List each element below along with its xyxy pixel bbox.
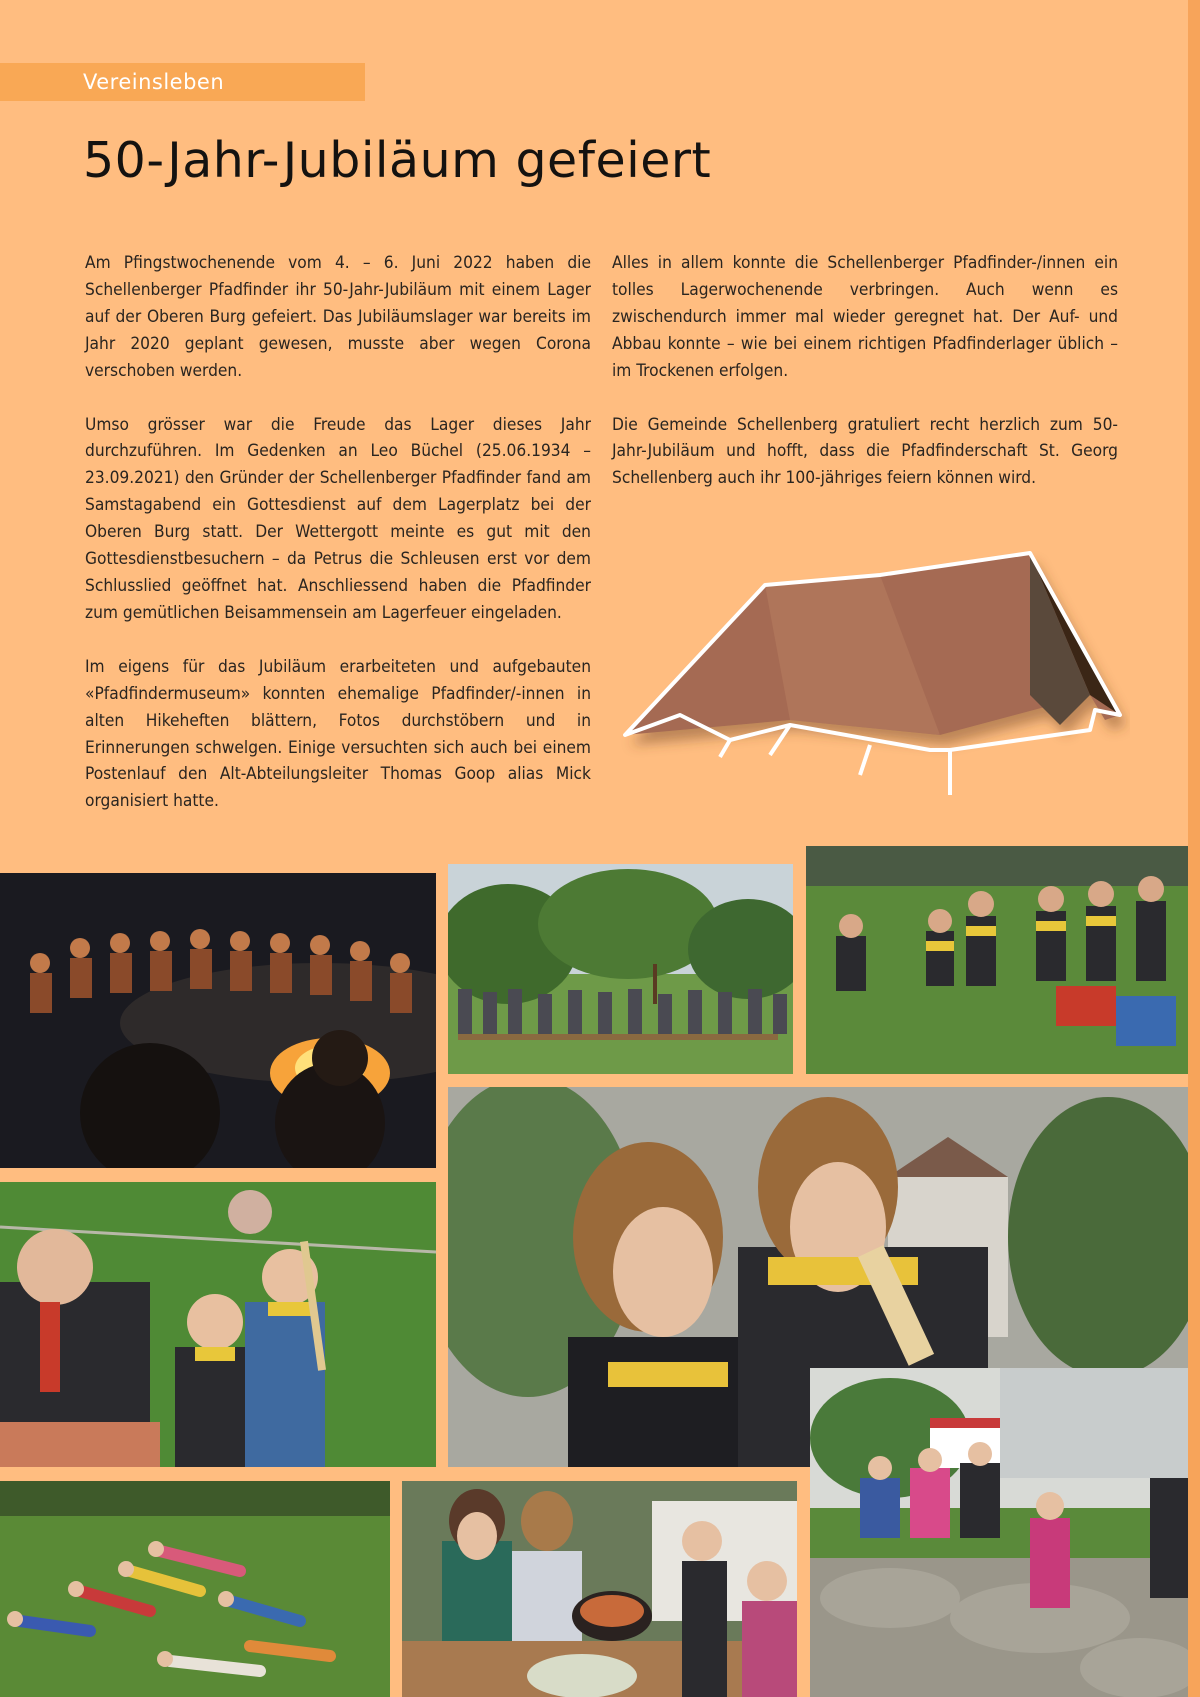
recorder-players-photo	[0, 1182, 436, 1467]
article-paragraph: Die Gemeinde Schellenberg gratuliert recht herzlich zum 50-Jahr-Jubiläum und hofft, dass die Pfadfinderschaft St. Georg Schellenberg auch ihr 100-jähriges feiern können wird.	[612, 414, 1118, 489]
tent-illustration	[620, 545, 1130, 805]
children-lying-photo	[0, 1481, 390, 1697]
article-paragraph: Am Pfingstwochenende vom 4. – 6. Juni 2022 haben die Schellenberger Pfadfinder ihr 50-Jahr-Jubiläum mit einem Lager auf der Oberen Burg gefeiert. Das Jubiläumslager war bereits im Jahr 2020 geplant gewesen, musste aber wegen Corona verschoben werden.	[85, 253, 591, 381]
page-title: 50-Jahr-Jubiläum gefeiert	[83, 132, 712, 189]
outdoor-service-photo	[448, 864, 793, 1074]
article-column-left	[85, 250, 591, 842]
children-on-rocks-photo	[810, 1368, 1188, 1697]
campfire-photo	[0, 873, 436, 1168]
article-paragraph: Im eigens für das Jubiläum erarbeiteten und aufgebauten «Pfadfindermuseum» konnten ehemalige Pfadfinder/-innen in alten Hikeheften blättern, Fotos durchstöbern und in Erinnerungen schwelgen. Einige versuchten sich auch bei einem Postenlauf den Alt-Abteilungsleiter Thomas Goop alias Mick organisiert hatte.	[85, 656, 591, 812]
article-paragraph: Umso grösser war die Freude das Lager dieses Jahr durchzuführen. Im Gedenken an Leo Büchel (25.06.1934 – 23.09.2021) den Gründer der Schellenberger Pfadfinder fand am Samstagabend ein Gottesdienst auf dem Lagerplatz bei der Oberen Burg statt. Der Wettergott meinte es gut mit den Gottesdienstbesuchern – da Petrus die Schleusen erst vor dem Schlusslied geöffnet hat. Anschliessend haben die Pfadfinder zum gemütlichen Beisammensein am Lagerfeuer eingeladen.	[85, 414, 591, 623]
scouts-sitting-photo	[806, 846, 1188, 1074]
article-paragraph: Alles in allem konnte die Schellenberger Pfadfinder-/innen ein tolles Lagerwochenende verbringen. Auch wenn es zwischendurch immer mal wieder geregnet hat. Der Auf- und Abbau konnte – wie bei einem richtigen Pfadfinderlager üblich – im Trockenen erfolgen.	[612, 253, 1118, 381]
page-edge-bar	[1188, 0, 1200, 1697]
section-tag: Vereinsleben	[0, 63, 365, 101]
cooking-photo	[402, 1481, 797, 1697]
article-column-right	[612, 250, 1118, 519]
